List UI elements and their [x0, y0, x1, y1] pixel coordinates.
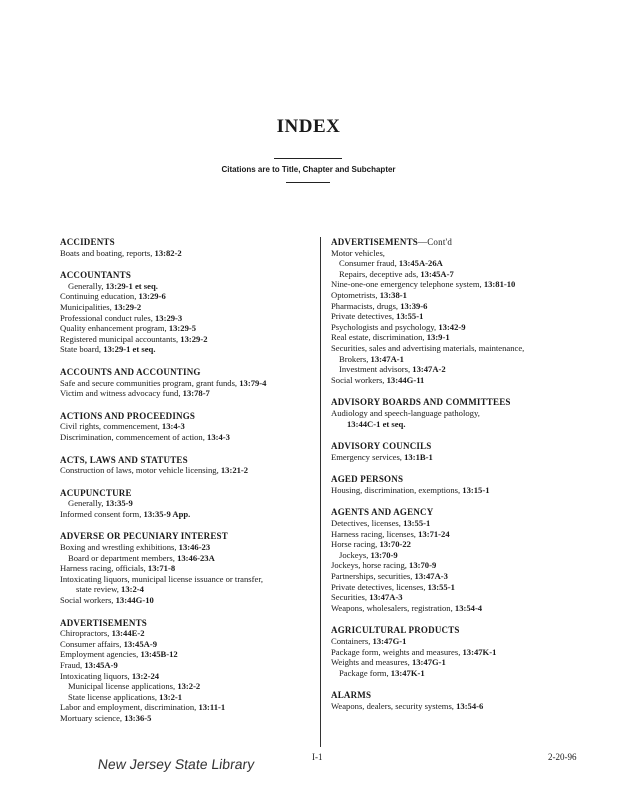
citation-ref: 13:35-9 App.: [143, 508, 191, 519]
citation-ref: 13:29-2: [113, 301, 142, 312]
index-entry: Professional conduct rules, 13:29-3: [60, 312, 183, 323]
index-section: [331, 690, 601, 711]
section-heading: ALARMS: [331, 690, 372, 701]
index-entry: Partnerships, securities, 13:47A-3: [331, 571, 448, 582]
index-entry: Social workers, 13:44G-11: [331, 374, 425, 385]
index-entry: Intoxicating liquors, municipal license issuance or transfer,: [60, 573, 263, 584]
index-entry: state review, 13:2-4: [76, 584, 144, 595]
index-section: [60, 237, 310, 258]
citation-ref: 13:29-5: [168, 323, 197, 334]
index-entry: Boxing and wrestling exhibitions, 13:46-23: [60, 542, 211, 553]
section-heading: ADVISORY COUNCILS: [331, 441, 432, 452]
citation-ref: 13:54-4: [454, 602, 483, 613]
index-entry: Municipalities, 13:29-2: [60, 301, 142, 312]
index-entry: Intoxicating liquors, 13:2-24: [60, 670, 160, 681]
citation-ref: 13:1B-1: [404, 451, 433, 462]
citation-ref: 13:47A-1: [370, 353, 404, 364]
citation-ref: 13:44E-2: [111, 628, 145, 639]
citation-ref: 13:29-3: [155, 312, 183, 323]
index-entry: Psychologists and psychology, 13:42-9: [331, 321, 466, 332]
index-section: [60, 531, 310, 605]
section-heading: ADVERTISEMENTS—Cont'd: [331, 237, 453, 247]
index-entry: State board, 13:29-1 et seq.: [60, 344, 156, 355]
index-entry: Jockeys, 13:70-9: [339, 549, 398, 560]
title-rule-lower: [286, 182, 330, 183]
citation-ref: 13:47A-2: [412, 364, 446, 375]
index-entry: Informed consent form, 13:35-9 App.: [60, 508, 191, 519]
index-entry: Weapons, dealers, security systems, 13:54-6: [331, 700, 484, 711]
index-entry: Boats and boating, reports, 13:82-2: [60, 247, 182, 258]
index-section: [60, 411, 310, 443]
index-section: [331, 397, 601, 429]
citation-ref: 13:4-3: [207, 431, 230, 442]
citation-ref: 13:35-9: [105, 498, 133, 509]
index-entry: Package form, 13:47K-1: [339, 667, 425, 678]
index-section: [331, 474, 601, 495]
index-entry: Consumer affairs, 13:45A-9: [60, 638, 157, 649]
library-stamp: New Jersey State Library: [96, 756, 256, 772]
section-heading: ACTS, LAWS AND STATUTES: [60, 454, 188, 465]
index-entry: Emergency services, 13:1B-1: [331, 451, 433, 462]
section-heading: AGENTS AND AGENCY: [331, 507, 434, 518]
index-entry: Weights and measures, 13:47G-1: [331, 657, 446, 668]
section-heading: ADVERTISEMENTS: [60, 617, 148, 628]
section-heading: ACTIONS AND PROCEEDINGS: [60, 410, 196, 421]
index-entry: Generally, 13:29-1 et seq.: [68, 280, 158, 291]
citation-ref: 13:15-1: [462, 484, 490, 495]
citation-ref: 13:45A-9: [123, 638, 157, 649]
citation-ref: 13:55-1: [403, 518, 431, 529]
citation-ref: 13:2-24: [131, 670, 160, 681]
citation-ref: 13:54-6: [456, 700, 484, 711]
index-entry: Optometrists, 13:38-1: [331, 289, 407, 300]
index-entry: Housing, discrimination, exemptions, 13:15-1: [331, 484, 490, 495]
citation-note: Citations are to Title, Chapter and Subchapter: [221, 165, 396, 174]
citation-ref: 13:45A-9: [84, 660, 118, 670]
index-entry: Board or department members, 13:46-23A: [68, 552, 215, 563]
revision-date: 2-20-96: [548, 752, 577, 762]
citation-ref: 13:71-8: [147, 563, 176, 574]
citation-ref: 13:4-3: [161, 421, 185, 432]
index-section: [60, 270, 310, 355]
index-entry: Registered municipal accountants, 13:29-2: [60, 333, 208, 344]
citation-ref: 13:2-2: [177, 681, 201, 692]
citation-ref: 13:70-9: [409, 560, 437, 571]
section-heading: ACCIDENTS: [60, 237, 115, 247]
section-heading: ACUPUNCTURE: [60, 487, 132, 498]
index-entry: Repairs, deceptive ads, 13:45A-7: [339, 268, 454, 279]
citation-ref: 13:44C-1 et seq.: [347, 418, 406, 429]
citation-ref: 13:45A-26A: [398, 258, 443, 269]
citation-ref: 13:46-23: [178, 542, 211, 553]
index-column-right: [331, 237, 601, 724]
section-heading: AGRICULTURAL PRODUCTS: [331, 625, 460, 636]
column-divider: [320, 237, 321, 747]
index-entry: Jockeys, horse racing, 13:70-9: [331, 560, 437, 571]
citation-ref: 13:44G-11: [386, 374, 425, 385]
section-heading: ADVISORY BOARDS AND COMMITTEES: [331, 397, 511, 408]
index-entry: Pharmacists, drugs, 13:39-6: [331, 300, 428, 311]
index-entry: Private detectives, 13:55-1: [331, 311, 424, 322]
citation-ref: 13:70-9: [370, 549, 398, 560]
index-entry: Continuing education, 13:29-6: [60, 291, 166, 302]
index-entry: Civil rights, commencement, 13:4-3: [60, 421, 185, 432]
citation-ref: 13:55-1: [427, 581, 455, 592]
index-entry: Generally, 13:35-9: [68, 498, 133, 509]
index-entry: Detectives, licenses, 13:55-1: [331, 518, 431, 529]
index-entry: Victim and witness advocacy fund, 13:78-7: [60, 388, 210, 399]
index-entry: Investment advisors, 13:47A-2: [339, 364, 446, 375]
index-entry: Safe and secure communities program, grant funds, 13:79-4: [60, 377, 267, 388]
index-entry: Employment agencies, 13:45B-12: [60, 649, 178, 660]
index-entry: Fraud, 13:45A-9: [60, 660, 118, 670]
index-entry: Construction of laws, motor vehicle licensing, 13:21-2: [60, 465, 249, 476]
citation-ref: 13:47G-1: [372, 636, 407, 646]
index-entry: Securities, 13:47A-3: [331, 592, 403, 603]
citation-ref: 13:47K-1: [462, 646, 497, 657]
citation-ref: 13:78-7: [182, 388, 210, 399]
index-entry: Chiropractors, 13:44E-2: [60, 628, 145, 639]
citation-ref: 13:29-2: [180, 333, 208, 344]
index-section: [331, 237, 601, 385]
citation-ref: 13:21-2: [220, 465, 249, 476]
index-column-left: [60, 237, 310, 736]
index-entry: Real estate, discrimination, 13:9-1: [331, 332, 450, 343]
citation-ref: 13:55-1: [396, 311, 424, 322]
index-entry: Audiology and speech-language pathology,: [331, 407, 480, 418]
section-heading: ACCOUNTANTS: [60, 270, 132, 281]
citation-ref: 13:44G-10: [115, 595, 154, 606]
citation-ref: 13:81-10: [483, 279, 516, 290]
index-section: [60, 618, 310, 724]
citation-ref: 13:9-1: [426, 332, 450, 343]
index-entry: Containers, 13:47G-1: [331, 636, 407, 646]
citation-ref: 13:42-9: [438, 321, 466, 332]
citation-ref: 13:45B-12: [140, 649, 178, 660]
index-entry: Discrimination, commencement of action, 13:4-3: [60, 431, 230, 442]
index-section: [60, 367, 310, 399]
index-entry: Motor vehicles,: [331, 247, 385, 258]
index-entry: Harness racing, officials, 13:71-8: [60, 563, 176, 574]
page-title: INDEX: [276, 116, 341, 137]
section-heading: AGED PERSONS: [331, 474, 404, 485]
citation-ref: 13:79-4: [239, 377, 267, 388]
index-entry: State license applications, 13:2-1: [68, 691, 183, 702]
citation-ref: 13:70-22: [379, 539, 411, 550]
index-entry: Weapons, wholesalers, registration, 13:54-4: [331, 602, 483, 613]
citation-ref: 13:47K-1: [390, 667, 425, 678]
citation-ref: 13:29-1 et seq.: [103, 344, 156, 355]
index-entry: [331, 419, 601, 430]
index-entry: Consumer fraud, 13:45A-26A: [339, 258, 443, 269]
index-entry: Nine-one-one emergency telephone system, 13:81-10: [331, 279, 516, 290]
index-entry: Brokers, 13:47A-1: [339, 353, 404, 364]
citation-ref: 13:38-1: [379, 289, 407, 300]
citation-ref: 13:46-23A: [177, 552, 215, 563]
index-entry: Mortuary science, 13:36-5: [60, 712, 152, 723]
citation-ref: 13:2-1: [159, 691, 183, 702]
index-section: [331, 441, 601, 462]
citation-ref: 13:47A-3: [369, 592, 403, 603]
index-section: [60, 488, 310, 520]
citation-ref: 13:2-4: [121, 584, 144, 595]
title-rule-upper: [274, 158, 342, 159]
index-entry: Horse racing, 13:70-22: [331, 539, 411, 550]
index-entry: Quality enhancement program, 13:29-5: [60, 323, 197, 334]
index-section: [60, 455, 310, 476]
section-heading: ACCOUNTS AND ACCOUNTING: [60, 366, 201, 377]
index-entry: Harness racing, licenses, 13:71-24: [331, 528, 450, 539]
citation-ref: 13:36-5: [124, 712, 152, 723]
citation-ref: 13:39-6: [400, 300, 428, 311]
citation-ref: 13:47G-1: [411, 657, 446, 668]
citation-ref: 13:11-1: [198, 702, 226, 713]
index-entry: Labor and employment, discrimination, 13:11-1: [60, 702, 226, 713]
index-entry: Municipal license applications, 13:2-2: [68, 681, 201, 692]
index-entry: Package form, weights and measures, 13:47K-1: [331, 646, 497, 657]
index-entry: Social workers, 13:44G-10: [60, 595, 154, 606]
index-section: [331, 625, 601, 678]
citation-ref: 13:82-2: [154, 247, 182, 258]
page-number: I-1: [312, 752, 323, 762]
citation-ref: 13:45A-7: [420, 268, 454, 279]
citation-ref: 13:47A-3: [414, 571, 448, 582]
citation-ref: 13:29-1 et seq.: [105, 280, 158, 291]
index-entry: Private detectives, licenses, 13:55-1: [331, 581, 455, 592]
citation-ref: 13:71-24: [418, 528, 450, 539]
index-section: [331, 507, 601, 613]
section-heading: ADVERSE OR PECUNIARY INTEREST: [60, 531, 228, 542]
citation-ref: 13:29-6: [138, 291, 166, 302]
index-entry: Securities, sales and advertising materials, maintenance,: [331, 342, 525, 353]
